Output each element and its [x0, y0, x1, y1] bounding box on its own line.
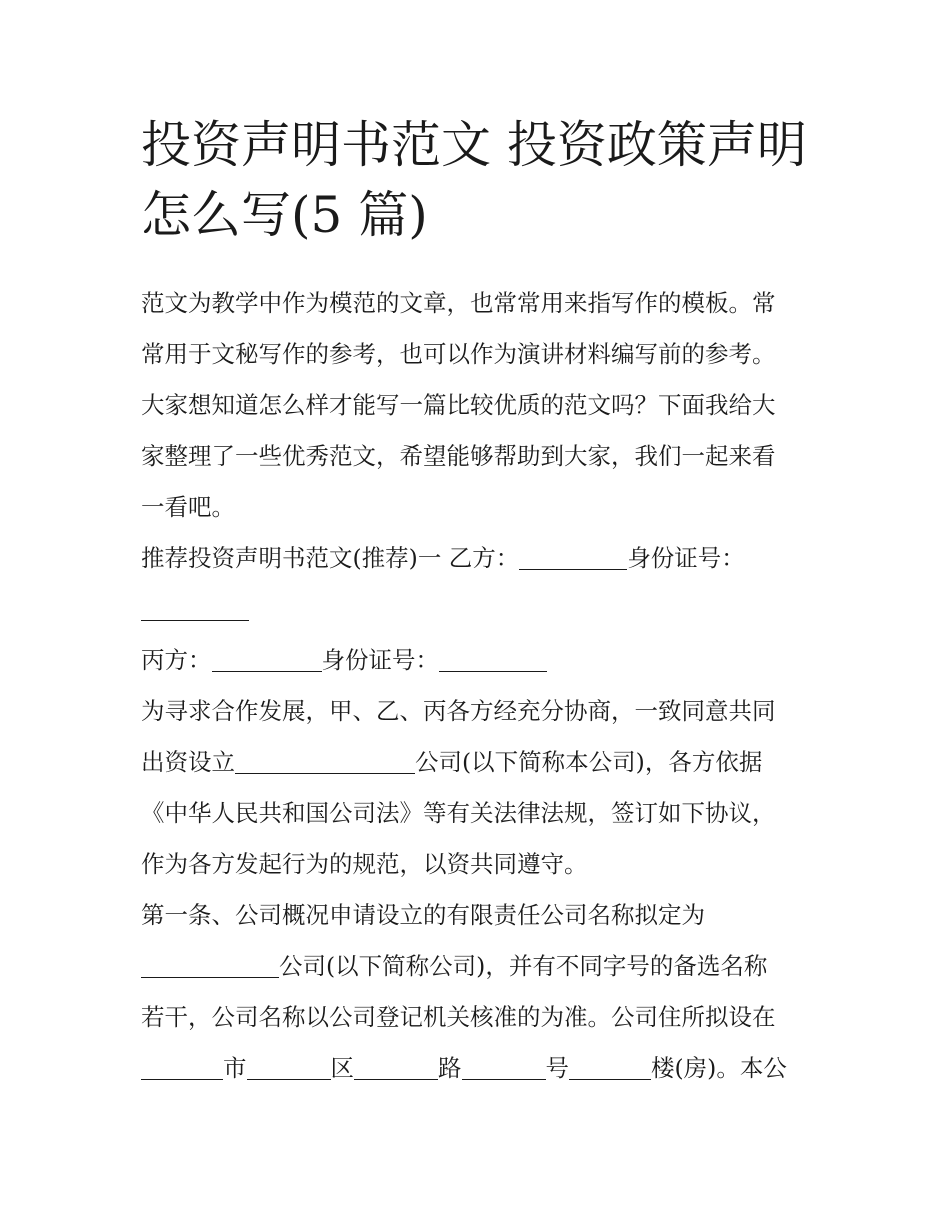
title-line-2: 怎么写(5 篇): [141, 186, 428, 244]
party-b-id-label: 身份证号：: [627, 544, 745, 572]
district-blank: [247, 1055, 331, 1081]
title-line-1: 投资声明书范文 投资政策声明: [141, 116, 807, 174]
party-c-id-blank: [439, 647, 547, 673]
party-c-label: 丙方：: [141, 646, 212, 674]
address-building-label: 楼(房)。本公: [651, 1054, 787, 1082]
intro-line: 范文为教学中作为模范的文章，也常常用来指写作的模板。常: [141, 289, 776, 317]
parties-paragraph: [141, 533, 816, 686]
company-name-blank: [141, 953, 279, 979]
document-title: [141, 110, 816, 250]
intro-line: 家整理了一些优秀范文，希望能够帮助到大家，我们一起来看: [141, 442, 776, 470]
agreement-line: [141, 737, 816, 788]
intro-line: 常用于文秘写作的参考，也可以作为演讲材料编写前的参考。: [141, 340, 776, 368]
address-line: [141, 1043, 816, 1094]
party-c-line: [141, 635, 816, 686]
agreement-line: 《中华人民共和国公司法》等有关法律法规，签订如下协议，: [141, 799, 776, 827]
party-b-line: [141, 533, 816, 584]
party-c-name-blank: [212, 647, 322, 673]
party-b-id-blank: [141, 596, 249, 622]
address-city-label: 市: [223, 1054, 247, 1082]
building-blank: [569, 1055, 651, 1081]
party-b-name-blank: [519, 545, 627, 571]
company-name-blank: [235, 749, 415, 775]
road-blank: [354, 1055, 438, 1081]
article-line: [141, 941, 816, 992]
agreement-line: 作为各方发起行为的规范，以资共同遵守。: [141, 850, 588, 878]
party-b-id-line: [141, 584, 816, 635]
address-road-label: 路: [438, 1054, 462, 1082]
party-c-id-label: 身份证号：: [321, 646, 439, 674]
article-one-paragraph: [141, 890, 816, 1094]
article-line: 第一条、公司概况申请设立的有限责任公司名称拟定为: [141, 901, 705, 929]
document-body: [141, 278, 816, 1094]
intro-line: 大家想知道怎么样才能写一篇比较优质的范文吗？下面我给大: [141, 391, 776, 419]
city-blank: [141, 1055, 223, 1081]
intro-line: 一看吧。: [141, 493, 235, 521]
article-text: 公司(以下简称公司)，并有不同字号的备选名称: [279, 952, 768, 980]
article-line: 若干，公司名称以公司登记机关核准的为准。公司住所拟设在: [141, 1003, 776, 1031]
agreement-line: 为寻求合作发展，甲、乙、丙各方经充分协商，一致同意共同: [141, 697, 776, 725]
number-blank: [462, 1055, 546, 1081]
address-number-label: 号: [545, 1054, 569, 1082]
party-b-label: 推荐投资声明书范文(推荐)一 乙方：: [141, 544, 520, 572]
agreement-text: 公司(以下简称本公司)，各方依据: [415, 748, 763, 776]
intro-paragraph: [141, 278, 816, 533]
address-district-label: 区: [330, 1054, 354, 1082]
agreement-text: 出资设立: [141, 748, 235, 776]
agreement-paragraph: [141, 686, 816, 890]
